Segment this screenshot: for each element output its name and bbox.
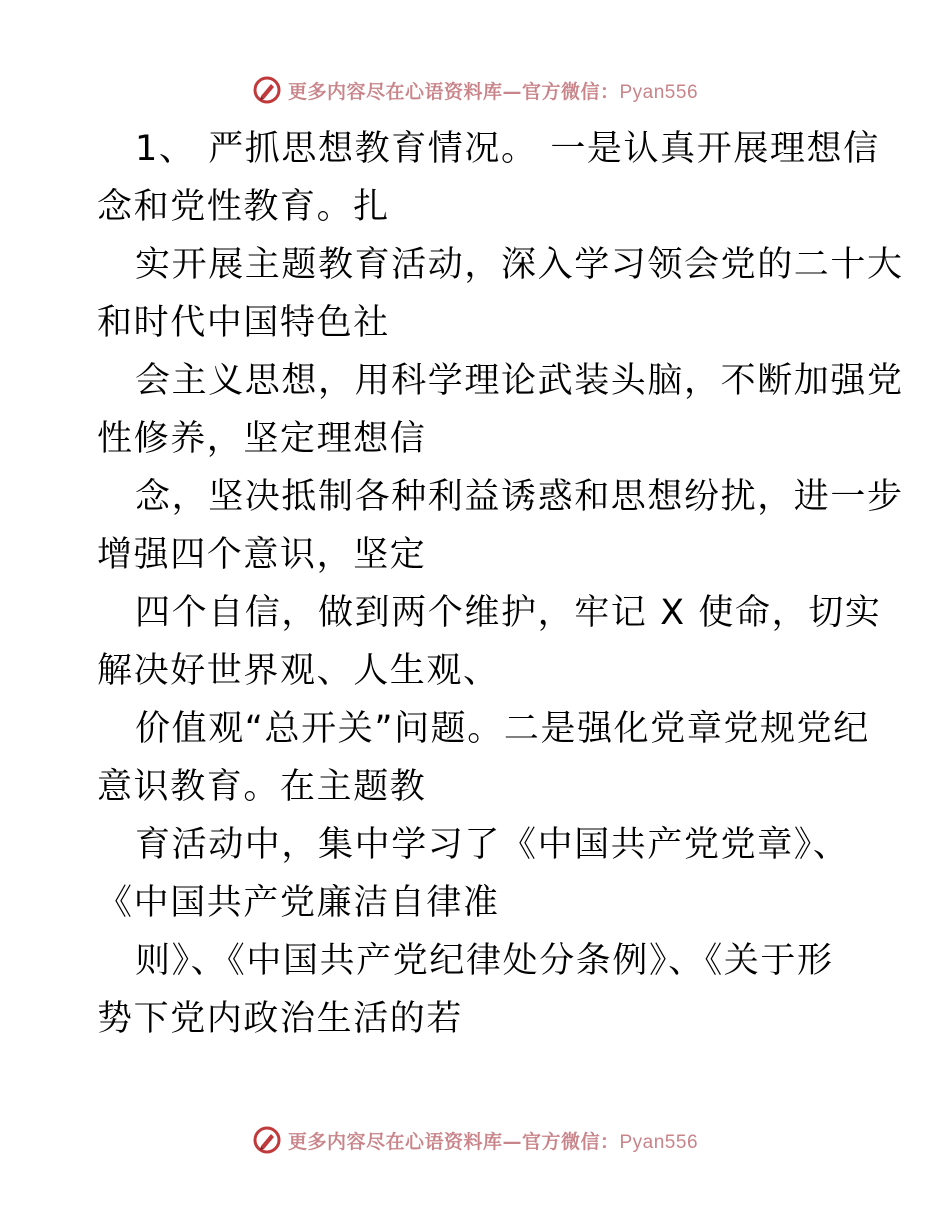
text-line: 实开展主题教育活动，深入学习领会党的二十大: [135, 245, 904, 285]
footer-wechat-id: Pyan556: [619, 1131, 699, 1153]
pen-logo-icon: [252, 75, 282, 105]
header-banner: [0, 72, 950, 108]
text-line: 意识教育。在主题教: [97, 767, 427, 807]
text-line: 1、 严抓思想教育情况。 一是认真开展理想信: [135, 129, 880, 169]
pen-logo-icon: [252, 1125, 282, 1155]
text-line: 和时代中国特色社: [97, 303, 390, 343]
text-line: 则》、《中国共产党纪律处分条例》、《关于形: [135, 941, 834, 981]
footer-banner: [0, 1122, 950, 1158]
text-line: 《中国共产党廉洁自律准: [97, 883, 500, 923]
header-banner-text: 更多内容尽在心语资料库—官方微信：Pyan556: [287, 80, 699, 103]
text-line: 念，坚决抵制各种利益诱惑和思想纷扰，进一步: [135, 477, 904, 517]
text-line: 价值观“总开关”问题。二是强化党章党规党纪: [135, 709, 870, 749]
text-line: 增强四个意识，坚定: [97, 535, 427, 575]
text-line: 育活动中，集中学习了《中国共产党党章》、: [135, 825, 850, 865]
text-line: 性修养，坚定理想信: [97, 419, 427, 459]
text-line: 解决好世界观、人生观、: [97, 651, 500, 691]
text-line: 念和党性教育。扎: [97, 187, 390, 227]
text-line: 四个自信，做到两个维护，牢记 X 使命，切实: [135, 593, 882, 633]
text-line: 势下党内政治生活的若: [97, 999, 464, 1039]
text-line: 会主义思想，用科学理论武装头脑，不断加强党: [135, 361, 904, 401]
footer-banner-text: 更多内容尽在心语资料库—官方微信：Pyan556: [287, 1130, 699, 1153]
header-wechat-id: Pyan556: [619, 81, 699, 103]
body-text: [97, 120, 904, 1048]
